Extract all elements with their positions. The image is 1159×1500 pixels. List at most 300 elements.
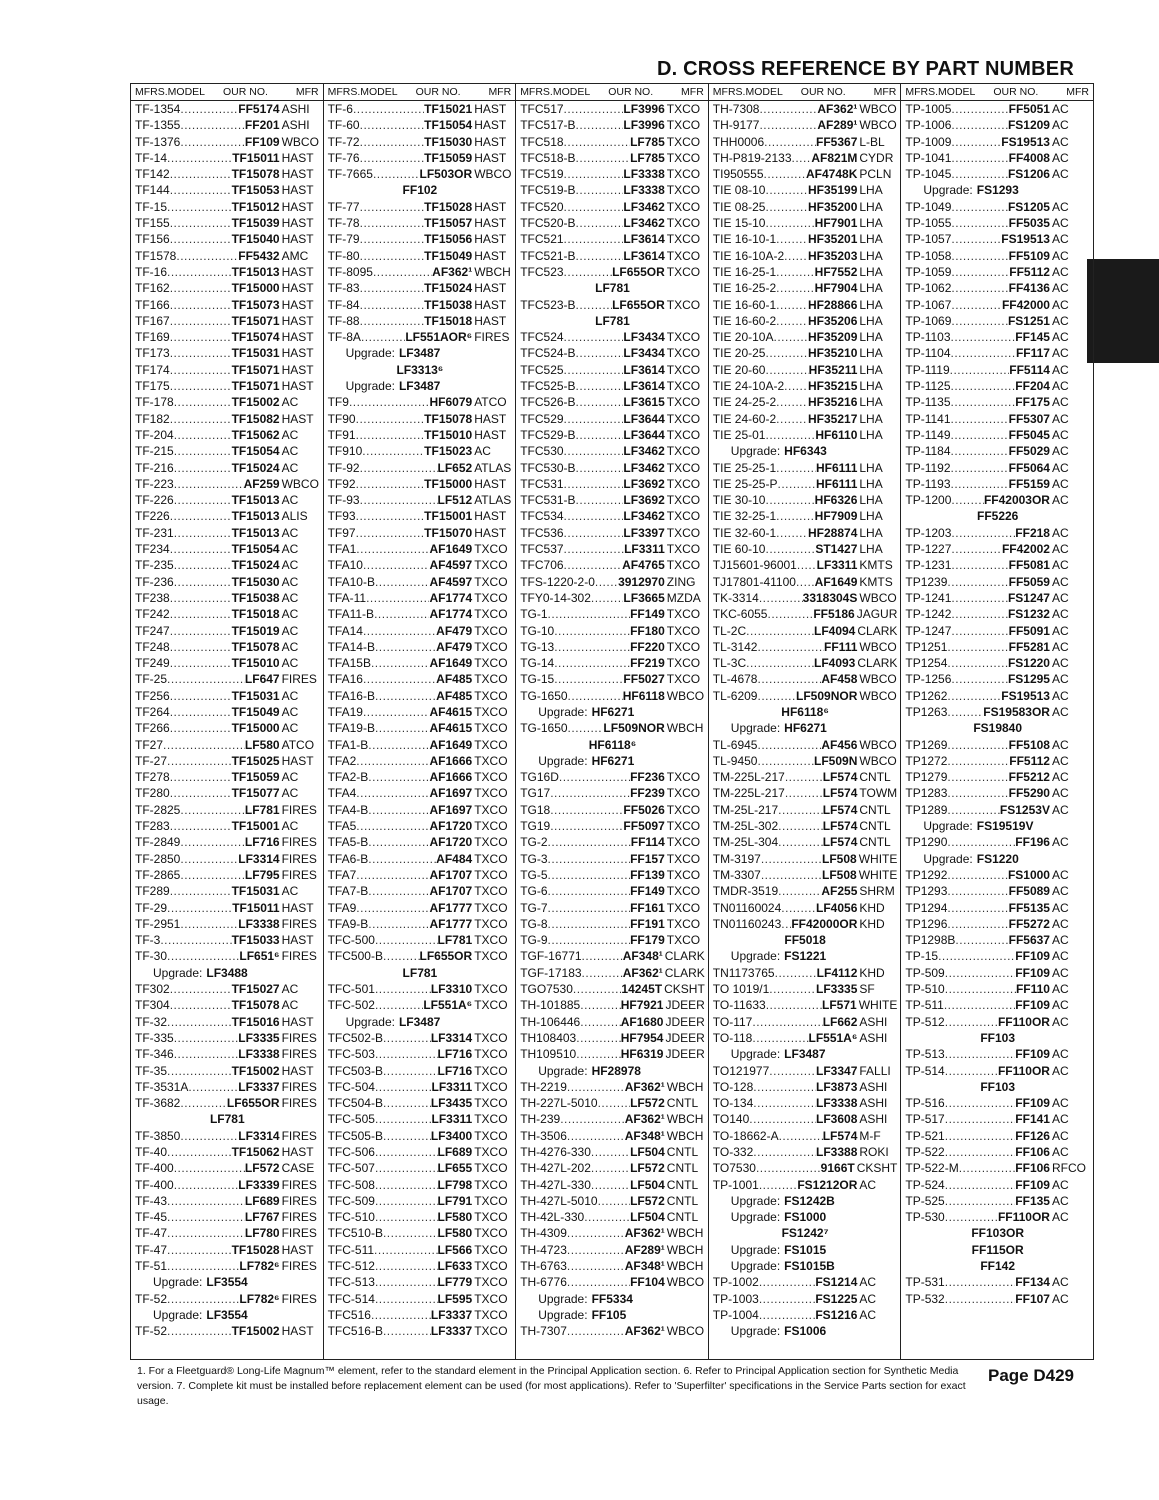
- mfrs-model: TFC524-B: [520, 346, 576, 361]
- manufacturer-code: WHITE: [858, 998, 898, 1013]
- upgrade-label: Upgrade:: [730, 721, 781, 736]
- manufacturer-code: AC: [1051, 264, 1069, 279]
- table-row: [709, 1095, 901, 1111]
- manufacturer-code: TXCO: [474, 998, 508, 1013]
- mfrs-model: TF-78: [327, 216, 360, 231]
- manufacturer-code: AC: [1051, 1177, 1069, 1192]
- mfrs-model: TF264: [135, 704, 170, 719]
- our-part-number: LF580: [437, 1226, 473, 1241]
- our-part-number: AF1649: [429, 737, 473, 752]
- page-number: Page D429: [988, 1366, 1074, 1385]
- table-row: [131, 394, 323, 410]
- manufacturer-code: TXCO: [474, 542, 508, 557]
- dot-leader: [764, 134, 816, 150]
- dot-leader: [356, 541, 429, 557]
- upgrade-label: Upgrade:: [153, 965, 203, 980]
- table-row: [516, 1291, 708, 1307]
- manufacturer-code: WBCH: [666, 1226, 704, 1241]
- manufacturer-code: TXCO: [666, 216, 701, 231]
- dot-leader: [560, 1111, 625, 1127]
- dot-leader: [375, 1144, 438, 1160]
- our-part-number: AF362¹: [624, 1226, 665, 1241]
- manufacturer-code: AC: [281, 493, 299, 508]
- our-part-number: TF15049: [424, 248, 473, 263]
- dot-leader: [375, 1193, 438, 1209]
- dot-leader: [373, 166, 420, 182]
- manufacturer-code: HAST: [281, 753, 314, 768]
- dot-leader: [951, 101, 1008, 117]
- table-row: [516, 329, 708, 345]
- dot-leader: [756, 1160, 821, 1176]
- manufacturer-code: LHA: [859, 379, 883, 394]
- mfrs-model: TH-227L-5010: [520, 1096, 598, 1111]
- table-row: [516, 948, 708, 964]
- our-part-number: FF5045: [1008, 427, 1050, 442]
- table-row: [516, 297, 708, 313]
- table-row: [709, 590, 901, 606]
- table-row: [901, 997, 1093, 1013]
- manufacturer-code: TXCO: [474, 1096, 508, 1111]
- mfrs-model: TF-93: [327, 493, 360, 508]
- dot-leader: [548, 606, 631, 622]
- dot-leader: [368, 883, 429, 899]
- our-part-number: FF5051: [1008, 102, 1050, 116]
- our-part-number: AF4765: [622, 558, 665, 573]
- manufacturer-code: TXCO: [474, 1226, 508, 1241]
- manufacturer-code: TXCO: [666, 770, 701, 785]
- our-part-number: FF5112: [1009, 753, 1050, 768]
- our-part-number: HF7909: [814, 509, 858, 524]
- our-part-number: LF781: [244, 802, 280, 817]
- dot-leader: [360, 492, 438, 508]
- mfrs-model: TP-1247: [905, 623, 952, 638]
- our-part-number: FF5035: [1008, 216, 1050, 231]
- table-row: [324, 769, 516, 785]
- our-part-number: FF42000OR: [791, 916, 858, 931]
- table-row: [709, 769, 901, 785]
- our-part-number: FF111: [824, 639, 858, 654]
- manufacturer-code: AC: [1051, 1145, 1069, 1159]
- table-row: [709, 182, 901, 198]
- table-row: [709, 916, 901, 932]
- dot-leader: [167, 753, 232, 769]
- manufacturer-code: AC: [859, 1291, 877, 1306]
- manufacturer-code: LHA: [859, 411, 883, 426]
- mfrs-model: TP-1242: [905, 607, 952, 622]
- our-part-number: LF767: [244, 1210, 280, 1225]
- mfrs-model: TG18: [520, 802, 551, 817]
- our-part-number: LF572: [244, 1161, 280, 1176]
- manufacturer-code: TXCO: [474, 982, 508, 997]
- dot-leader: [951, 411, 1009, 427]
- dot-leader: [368, 834, 429, 850]
- manufacturer-code: TXCO: [666, 933, 701, 948]
- our-part-number: HF6111: [816, 460, 858, 475]
- manufacturer-code: AC: [1051, 916, 1069, 931]
- mfrs-model: TP-531: [905, 1275, 945, 1290]
- dot-leader: [564, 329, 624, 345]
- dot-leader: [368, 737, 429, 753]
- manufacturer-code: LHA: [859, 330, 883, 345]
- mfrs-model: TF226: [135, 509, 170, 524]
- manufacturer-code: AC: [1051, 248, 1069, 263]
- manufacturer-code: LHA: [859, 297, 883, 312]
- mfrs-model: TH109510: [520, 1047, 577, 1062]
- table-row: [516, 818, 708, 834]
- table-row: [131, 329, 323, 345]
- table-row: [901, 117, 1093, 133]
- our-part-number: FF42000: [1001, 297, 1050, 312]
- our-part-number: LF3614: [623, 232, 665, 247]
- alternate-part-number: FF103OR: [971, 1226, 1025, 1241]
- upgrade-label: Upgrade:: [923, 819, 973, 834]
- mfrs-model: TF173: [135, 346, 170, 361]
- manufacturer-code: HAST: [281, 264, 314, 279]
- manufacturer-code: AC: [1051, 656, 1069, 671]
- table-row: [709, 345, 901, 361]
- mfrs-model: TFC517: [520, 102, 564, 116]
- manufacturer-code: AC: [1051, 965, 1069, 980]
- our-part-number: AF821M: [811, 150, 858, 165]
- mfrs-model: TL-3142: [712, 639, 758, 654]
- manufacturer-code: TXCO: [474, 656, 508, 671]
- table-row: [516, 671, 708, 687]
- table-row: [709, 443, 901, 459]
- upgrade-part-number: FS1220: [976, 851, 1019, 866]
- dot-leader: [170, 590, 232, 606]
- manufacturer-code: TXCO: [474, 786, 508, 801]
- table-row: [709, 460, 901, 476]
- our-part-number: TF15053: [231, 183, 280, 198]
- table-row: [516, 981, 708, 997]
- mfrs-model: TF-51: [135, 1259, 168, 1274]
- manufacturer-code: AC: [281, 427, 299, 442]
- mfrs-model: TP-522: [905, 1145, 945, 1159]
- dot-leader: [576, 117, 624, 133]
- table-row: [131, 932, 323, 948]
- our-part-number: AF484: [436, 851, 473, 866]
- dot-leader: [576, 182, 624, 198]
- mfrs-model: TP-1002: [712, 1275, 759, 1290]
- table-row: [324, 590, 516, 606]
- our-part-number: LF3614: [623, 248, 665, 263]
- table-row: [131, 785, 323, 801]
- table-row: [131, 606, 323, 622]
- table-row: [324, 460, 516, 476]
- mfrs-model: TIE 16-60-2: [712, 313, 777, 328]
- table-row: [709, 1209, 901, 1225]
- dot-leader: [945, 1177, 1016, 1193]
- table-row: [901, 769, 1093, 785]
- mfrs-model: TF155: [135, 216, 170, 231]
- dot-leader: [567, 1128, 625, 1144]
- dot-leader: [554, 639, 630, 655]
- our-part-number: FF5135: [1008, 900, 1050, 915]
- table-row: [516, 785, 708, 801]
- dot-leader: [564, 443, 624, 459]
- page-title: D. CROSS REFERENCE BY PART NUMBER: [656, 58, 1074, 80]
- table-row: [131, 101, 323, 117]
- dot-leader: [353, 101, 424, 117]
- dot-leader: [360, 297, 425, 313]
- table-row: [709, 1046, 901, 1062]
- dot-leader: [180, 1128, 238, 1144]
- our-part-number: LF785: [630, 150, 665, 165]
- dot-leader: [785, 769, 823, 785]
- dot-leader: [375, 574, 430, 590]
- our-part-number: FF239: [630, 786, 665, 801]
- mfrs-model: TF-8A: [327, 330, 361, 345]
- dot-leader: [180, 834, 245, 850]
- mfrs-model: TP-1006: [905, 118, 952, 133]
- our-part-number: LF595: [437, 1291, 473, 1306]
- our-part-number: LF3434: [623, 346, 665, 361]
- dot-leader: [356, 867, 429, 883]
- our-part-number: FF5174: [238, 102, 280, 116]
- table-row: [901, 1063, 1093, 1079]
- manufacturer-code: TXCO: [474, 1275, 508, 1290]
- manufacturer-code: AC: [1051, 476, 1069, 491]
- dot-leader: [174, 557, 232, 573]
- our-part-number: AF4748K: [806, 167, 858, 182]
- table-row: [709, 525, 901, 541]
- manufacturer-code: AC: [859, 1307, 877, 1322]
- table-row: [324, 362, 516, 378]
- alternate-part-number: LF781: [209, 1112, 245, 1127]
- dot-leader: [360, 199, 425, 215]
- our-part-number: FF5112: [1009, 264, 1050, 279]
- manufacturer-code: TXCO: [666, 558, 701, 573]
- upgrade-part-number: HF6271: [591, 704, 635, 719]
- table-row: [516, 655, 708, 671]
- mfrs-model: TM-225L-217: [712, 786, 785, 801]
- table-row: [901, 916, 1093, 932]
- dot-leader: [944, 997, 1015, 1013]
- column-header: [131, 84, 323, 101]
- our-part-number: TF15039: [231, 216, 280, 231]
- mfrs-model: TF167: [135, 313, 170, 328]
- table-row: [131, 1046, 323, 1062]
- dot-leader: [764, 166, 807, 182]
- our-part-number: HF35199: [808, 183, 858, 198]
- table-row: [709, 117, 901, 133]
- table-row: [131, 182, 323, 198]
- header-mfr: MFR: [681, 86, 704, 98]
- dot-leader: [567, 1242, 625, 1258]
- table-row: [131, 525, 323, 541]
- dot-leader: [945, 1274, 1016, 1290]
- our-part-number: LF3462: [623, 460, 665, 475]
- mfrs-model: TL-3C: [712, 656, 747, 671]
- table-row: [131, 818, 323, 834]
- mfrs-model: TFA2: [327, 753, 357, 768]
- manufacturer-code: TXCO: [666, 607, 701, 622]
- mfrs-model: TF278: [135, 770, 170, 785]
- mfrs-model: TP-1149: [905, 427, 951, 442]
- manufacturer-code: TXCO: [474, 1242, 508, 1257]
- table-row: [901, 1258, 1093, 1274]
- table-row: [516, 1095, 708, 1111]
- dot-leader: [598, 1193, 631, 1209]
- dot-leader: [945, 1193, 1016, 1209]
- mfrs-model: TFC519-B: [520, 183, 576, 198]
- table-row: [709, 1323, 901, 1339]
- dot-leader: [548, 916, 631, 932]
- mfrs-model: TIE 60-10: [712, 542, 766, 557]
- upgrade-label: Upgrade:: [730, 444, 781, 459]
- table-row: [516, 525, 708, 541]
- mfrs-model: TP1262: [905, 688, 948, 703]
- table-row: [516, 851, 708, 867]
- manufacturer-code: CLARK: [664, 949, 705, 964]
- table-row: [324, 753, 516, 769]
- manufacturer-code: HAST: [474, 427, 507, 442]
- table-row: [516, 1193, 708, 1209]
- table-row: [709, 508, 901, 524]
- manufacturer-code: WBCO: [859, 672, 897, 687]
- mfrs-model: TF910: [327, 444, 363, 459]
- manufacturer-code: AC: [1051, 688, 1069, 703]
- our-part-number: HF35200: [808, 199, 858, 214]
- table-row: [131, 720, 323, 736]
- table-row: [709, 1307, 901, 1323]
- mfrs-model: TFC517-B: [520, 118, 576, 133]
- dot-leader: [356, 785, 429, 801]
- our-part-number: LF3310: [430, 982, 473, 997]
- manufacturer-code: FIRES: [281, 851, 317, 866]
- dot-leader: [170, 606, 232, 622]
- table-row: [131, 997, 323, 1013]
- manufacturer-code: FIRES: [281, 1128, 317, 1143]
- our-part-number: HF35206: [808, 313, 858, 328]
- dot-leader: [576, 297, 613, 313]
- manufacturer-code: WBCO: [474, 167, 512, 182]
- mfrs-model: TFC537: [520, 542, 564, 557]
- table-row: [516, 867, 708, 883]
- mfrs-model: TH-427L-330: [520, 1177, 591, 1192]
- table-row: [131, 117, 323, 133]
- upgrade-part-number: LF3554: [206, 1307, 248, 1322]
- mfrs-model: TH-427L-5010: [520, 1193, 598, 1208]
- our-part-number: TF15025: [231, 753, 280, 768]
- dot-leader: [951, 166, 1008, 182]
- dot-leader: [765, 199, 808, 215]
- our-part-number: FS19513: [1001, 688, 1050, 703]
- mfrs-model: TP-522-M: [905, 1161, 959, 1176]
- manufacturer-code: HAST: [474, 248, 507, 263]
- dot-leader: [781, 916, 791, 932]
- manufacturer-code: TXCO: [666, 672, 701, 687]
- mfrs-model: TF162: [135, 281, 170, 296]
- table-row: [901, 378, 1093, 394]
- dot-leader: [368, 769, 429, 785]
- manufacturer-code: FIRES: [281, 1193, 317, 1208]
- our-part-number: LF3873: [816, 1079, 858, 1094]
- dot-leader: [360, 460, 438, 476]
- dot-leader: [356, 900, 429, 916]
- table-row: [324, 117, 516, 133]
- our-part-number: AF1697: [429, 786, 473, 801]
- dot-leader: [170, 411, 232, 427]
- our-part-number: AF4597: [429, 558, 473, 573]
- upgrade-part-number: FS19519V: [976, 819, 1034, 834]
- table-row: [516, 345, 708, 361]
- manufacturer-code: TXCO: [666, 525, 701, 540]
- mfrs-model: TMDR-3519: [712, 884, 779, 899]
- mfrs-model: TO-128: [712, 1079, 754, 1094]
- dot-leader: [174, 427, 232, 443]
- table-row: [901, 329, 1093, 345]
- dot-leader: [373, 264, 432, 280]
- manufacturer-code: WBCH: [474, 264, 511, 279]
- header-mfr: MFR: [873, 86, 897, 98]
- table-row: [709, 313, 901, 329]
- our-part-number: FF5059: [1008, 574, 1050, 589]
- our-part-number: FS1216: [815, 1307, 858, 1322]
- dot-leader: [375, 1291, 438, 1307]
- manufacturer-code: TXCO: [474, 900, 508, 915]
- mfrs-model: TF-27: [135, 753, 168, 768]
- mfrs-model: TP1272: [905, 753, 948, 768]
- table-row: [324, 1111, 516, 1127]
- table-row: [131, 150, 323, 166]
- manufacturer-code: HAST: [281, 297, 314, 312]
- upgrade-part-number: LF3488: [206, 965, 248, 980]
- header-mfrs-model: MFRS.MODEL: [520, 86, 591, 98]
- manufacturer-code: FIRES: [474, 330, 510, 345]
- mfrs-model: TP-511: [905, 998, 944, 1013]
- manufacturer-code: KHD: [859, 900, 885, 915]
- manufacturer-code: HAST: [281, 232, 314, 247]
- manufacturer-code: AC: [1051, 330, 1069, 345]
- our-part-number: HF35216: [808, 395, 858, 410]
- upgrade-part-number: FS1293: [976, 183, 1019, 198]
- manufacturer-code: AC: [281, 770, 299, 785]
- dot-leader: [564, 199, 624, 215]
- mfrs-model: TFA9: [327, 900, 357, 915]
- our-part-number: FF5026: [623, 802, 665, 817]
- our-part-number: TF15018: [231, 607, 280, 622]
- our-part-number: TF15010: [424, 427, 473, 442]
- table-row: [324, 851, 516, 867]
- dot-leader: [951, 231, 1001, 247]
- our-part-number: TF15001: [231, 819, 280, 834]
- manufacturer-code: TXCO: [666, 819, 701, 834]
- dot-leader: [170, 883, 232, 899]
- dot-leader: [383, 1095, 431, 1111]
- table-row: [324, 134, 516, 150]
- table-row: [516, 737, 708, 753]
- dot-leader: [951, 623, 1008, 639]
- table-row: [901, 199, 1093, 215]
- mfrs-model: TFC531-B: [520, 493, 576, 508]
- mfrs-model: TF-7665: [327, 167, 373, 182]
- mfrs-model: TO-118: [712, 1030, 753, 1045]
- our-part-number: LF571: [822, 998, 857, 1013]
- table-row: [324, 443, 516, 459]
- table-row: [901, 215, 1093, 231]
- mfrs-model: TF-3682: [135, 1096, 181, 1111]
- manufacturer-code: AC: [1051, 102, 1069, 116]
- table-row: [516, 1014, 708, 1030]
- our-part-number: FF42003OR: [983, 493, 1050, 508]
- mfrs-model: TP1294: [905, 900, 948, 915]
- our-part-number: LF3397: [623, 525, 665, 540]
- dot-leader: [360, 231, 425, 247]
- dot-leader: [174, 1046, 239, 1062]
- dot-leader: [363, 671, 436, 687]
- mfrs-model: TF-77: [327, 199, 360, 214]
